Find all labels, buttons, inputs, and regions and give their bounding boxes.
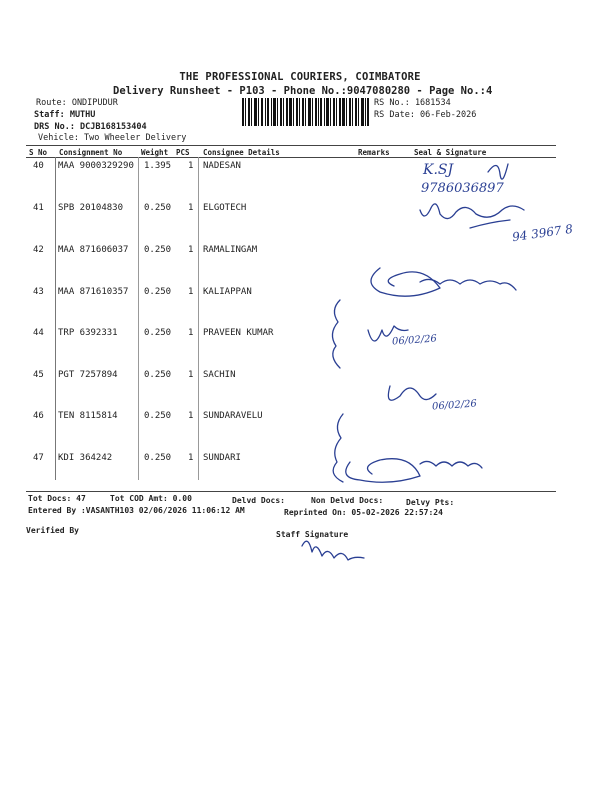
- delivery-points: Delvy Pts:: [406, 498, 455, 507]
- row-sno: 45: [33, 370, 44, 380]
- row-consignment: TEN 8115814: [58, 411, 118, 421]
- col-remarks: Remarks: [358, 148, 390, 157]
- col-seal: Seal & Signature: [414, 148, 487, 157]
- reprinted-on: Reprinted On: 05-02-2026 22:57:24: [284, 508, 443, 517]
- row-sno: 47: [33, 453, 44, 463]
- row-consignee: ELGOTECH: [203, 203, 247, 213]
- row-consignment: KDI 364242: [58, 453, 113, 463]
- row-consignment: SPB 20104830: [58, 203, 124, 213]
- row-pcs: 1: [188, 411, 194, 421]
- row-consignment: MAA 871606037: [58, 245, 129, 255]
- row-sno: 40: [33, 161, 44, 171]
- col-consignment: Consignment No: [59, 148, 123, 157]
- row-consignee: RAMALINGAM: [203, 245, 258, 255]
- entered-by: Entered By :VASANTH103 02/06/2026 11:06:12 AM: [28, 506, 245, 515]
- non-delivered-docs: Non Delvd Docs:: [311, 496, 384, 505]
- delivered-docs: Delvd Docs:: [232, 496, 285, 505]
- handwritten-phone: 9786036897: [421, 181, 504, 196]
- vehicle: Vehicle: Two Wheeler Delivery: [38, 133, 187, 143]
- row-consignee: SUNDARAVELU: [203, 411, 263, 421]
- runsheet-title: Delivery Runsheet - P103 - Phone No.:9047080280 - Page No.:4: [113, 85, 493, 97]
- footer-rule: [26, 491, 556, 492]
- company-name: THE PROFESSIONAL COURIERS, COIMBATORE: [179, 71, 421, 83]
- verified-by: Verified By: [26, 526, 79, 535]
- col-pcs: PCS: [176, 148, 190, 157]
- row-sno: 43: [33, 287, 44, 297]
- row-consignee: PRAVEEN KUMAR: [203, 328, 274, 338]
- row-pcs: 1: [188, 453, 194, 463]
- row-consignment: TRP 6392331: [58, 328, 118, 338]
- col-sno: S No: [29, 148, 48, 157]
- row-sno: 41: [33, 203, 44, 213]
- row-weight: 0.250: [144, 370, 172, 380]
- drs-number: DRS No.: DCJB168153404: [34, 122, 147, 132]
- row-weight: 0.250: [144, 287, 172, 297]
- row-pcs: 1: [188, 203, 194, 213]
- row-pcs: 1: [188, 287, 194, 297]
- row-consignee: KALIAPPAN: [203, 287, 252, 297]
- col-weight: Weight: [141, 148, 169, 157]
- rs-number: RS No.: 1681534: [374, 98, 451, 108]
- row-pcs: 1: [188, 245, 194, 255]
- row-consignee: SACHIN: [203, 370, 236, 380]
- route: Route: ONDIPUDUR: [36, 98, 118, 108]
- row-pcs: 1: [188, 328, 194, 338]
- row-consignment: PGT 7257894: [58, 370, 118, 380]
- row-weight: 0.250: [144, 411, 172, 421]
- staff-signature-label: Staff Signature: [276, 530, 349, 539]
- total-cod: Tot COD Amt: 0.00: [110, 494, 192, 503]
- row-weight: 0.250: [144, 453, 172, 463]
- row-weight: 0.250: [144, 328, 172, 338]
- row-consignment: MAA 9000329290: [58, 161, 134, 171]
- handwritten-date: 06/02/26: [431, 398, 478, 413]
- row-sno: 42: [33, 245, 44, 255]
- row-consignee: SUNDARI: [203, 453, 241, 463]
- total-docs: Tot Docs: 47: [28, 494, 86, 503]
- row-pcs: 1: [188, 161, 194, 171]
- handwritten-phone: 94 3967 8: [511, 221, 574, 245]
- handwritten-date: 06/02/26: [391, 333, 438, 348]
- staff-name: Staff: MUTHU: [34, 110, 96, 120]
- row-pcs: 1: [188, 370, 194, 380]
- col-consignee: Consignee Details: [203, 148, 280, 157]
- row-consignee: NADESAN: [203, 161, 241, 171]
- handwritten-initials: K.SJ: [423, 162, 454, 178]
- rs-date: RS Date: 06-Feb-2026: [374, 110, 477, 120]
- row-sno: 44: [33, 328, 44, 338]
- row-weight: 0.250: [144, 245, 172, 255]
- row-consignment: MAA 871610357: [58, 287, 129, 297]
- row-sno: 46: [33, 411, 44, 421]
- row-weight: 0.250: [144, 203, 172, 213]
- row-weight: 1.395: [144, 161, 172, 171]
